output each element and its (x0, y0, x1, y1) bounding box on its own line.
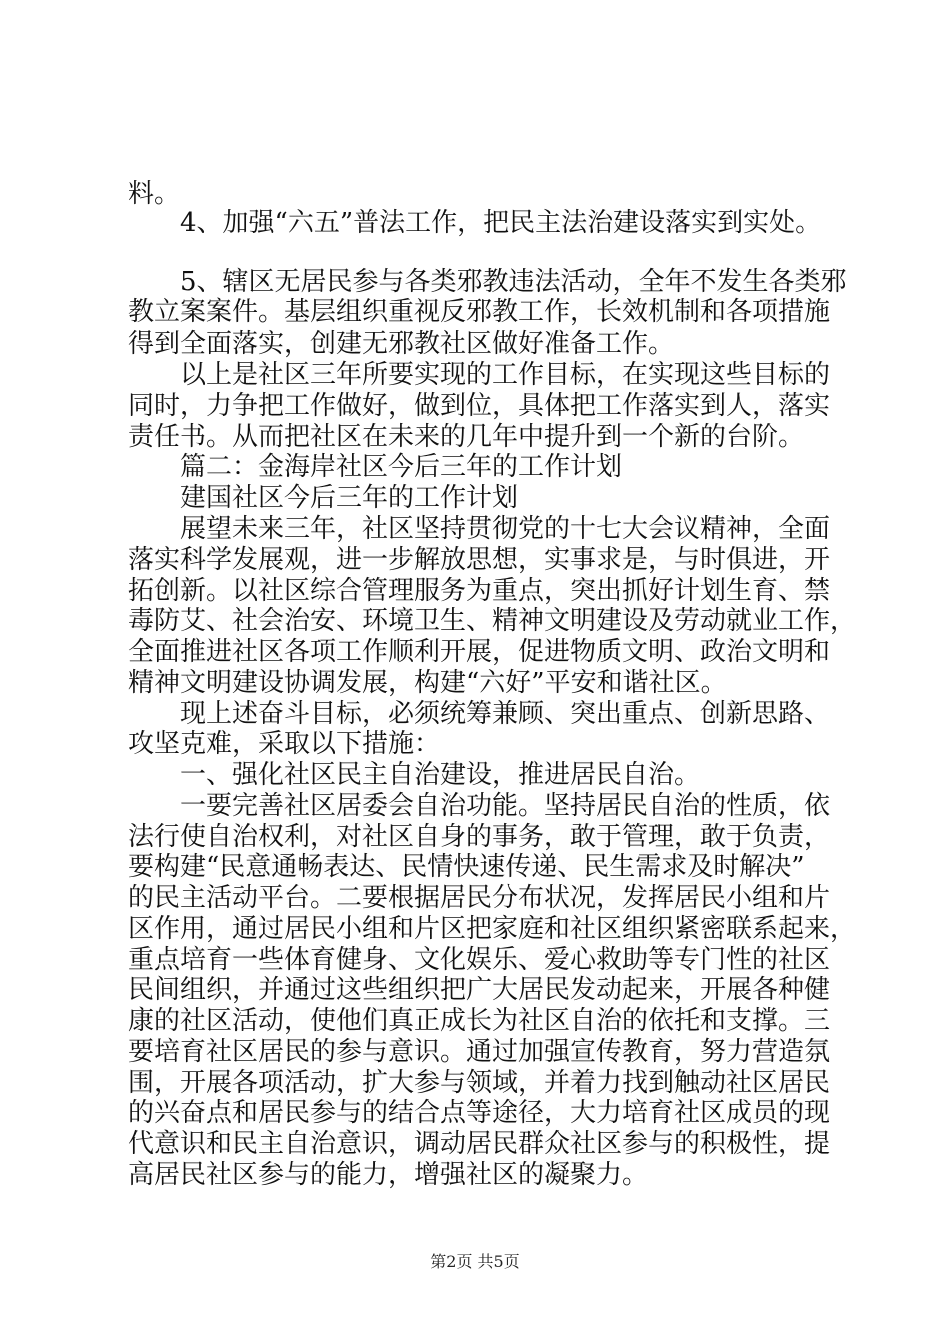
text-line: 代意识和民主自治意识，调动居民群众社区参与的积极性，提 (128, 1129, 831, 1159)
text-line: 要构建“民意通畅表达、民情快速传递、民生需求及时解决” (128, 852, 805, 882)
text-line: 毒防艾、社会治安、环境卫生、精神文明建设及劳动就业工作， (128, 606, 857, 636)
text-line: 建国社区今后三年的工作计划 (180, 483, 519, 513)
text-line: 要培育社区居民的参与意识。通过加强宣传教育，努力营造氛 (128, 1037, 831, 1067)
text-line: 区作用，通过居民小组和片区把家庭和社区组织紧密联系起来， (128, 914, 857, 944)
text-line: 康的社区活动，使他们真正成长为社区自治的依托和支撑。三 (128, 1006, 831, 1036)
text-line: 一、强化社区民主自治建设，推进居民自治。 (180, 760, 701, 790)
text-line: 法行使自治权利，对社区自身的事务，敢于管理，敢于负责， (128, 822, 831, 852)
text-line: 全面推进社区各项工作顺利开展，促进物质文明、政治文明和 (128, 637, 831, 667)
text-line: 拓创新。以社区综合管理服务为重点，突出抓好计划生育、禁 (128, 576, 831, 606)
text-line: 展望未来三年，社区坚持贯彻党的十七大会议精神，全面 (180, 514, 831, 544)
text-line: 责任书。从而把社区在未来的几年中提升到一个新的台阶。 (128, 422, 805, 452)
text-line: 4、加强“六五”普法工作，把民主法治建设落实到实处。 (180, 208, 822, 238)
text-line: 同时，力争把工作做好，做到位，具体把工作落实到人，落实 (128, 391, 831, 421)
text-line: 的民主活动平台。二要根据居民分布状况，发挥居民小组和片 (128, 883, 831, 913)
text-line: 现上述奋斗目标，必须统筹兼顾、突出重点、创新思路、 (180, 699, 831, 729)
text-line: 得到全面落实，创建无邪教社区做好准备工作。 (128, 329, 675, 359)
text-line: 围，开展各项活动，扩大参与领域，并着力找到触动社区居民 (128, 1068, 831, 1098)
text-line: 以上是社区三年所要实现的工作目标，在实现这些目标的 (180, 360, 831, 390)
text-line: 篇二：金海岸社区今后三年的工作计划 (180, 452, 623, 482)
page-number-footer: 第2页 共5页 (430, 1252, 520, 1271)
text-line: 精神文明建设协调发展，构建“六好”平安和谐社区。 (128, 668, 727, 698)
text-line: 5、辖区无居民参与各类邪教违法活动，全年不发生各类邪 (180, 267, 847, 297)
text-line: 的兴奋点和居民参与的结合点等途径，大力培育社区成员的现 (128, 1098, 831, 1128)
text-line: 高居民社区参与的能力，增强社区的凝聚力。 (128, 1160, 649, 1190)
text-line: 重点培育一些体育健身、文化娱乐、爱心救助等专门性的社区 (128, 945, 831, 975)
text-line: 民间组织，并通过这些组织把广大居民发动起来，开展各种健 (128, 975, 831, 1005)
text-line: 料。 (128, 179, 181, 209)
text-line: 攻坚克难，采取以下措施： (128, 729, 441, 759)
text-line: 落实科学发展观，进一步解放思想，实事求是，与时俱进，开 (128, 545, 831, 575)
text-line: 教立案案件。基层组织重视反邪教工作，长效机制和各项措施 (128, 297, 831, 327)
text-line: 一要完善社区居委会自治功能。坚持居民自治的性质，依 (180, 791, 831, 821)
